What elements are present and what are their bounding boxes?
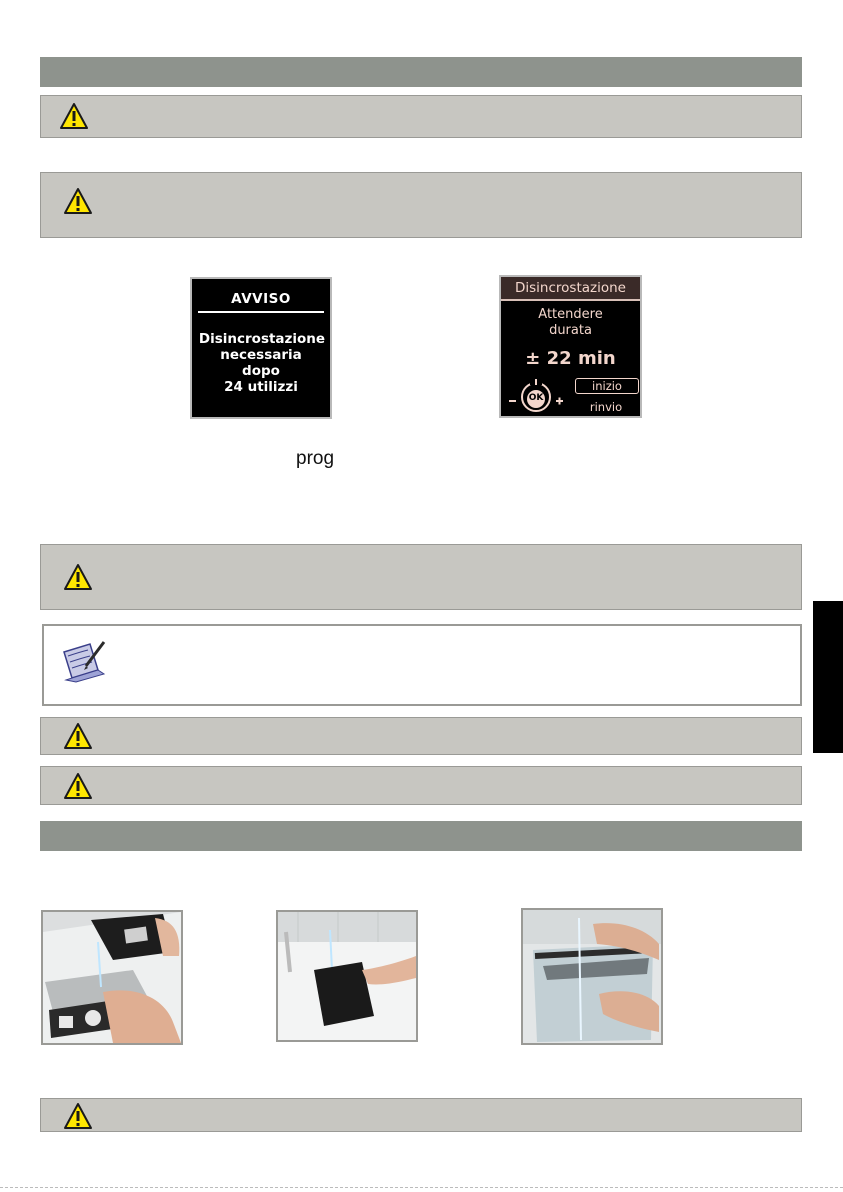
warning-box-6 bbox=[40, 1098, 802, 1132]
photo-rinsing-container bbox=[276, 910, 418, 1042]
warning-box-4 bbox=[40, 717, 802, 755]
language-side-tab bbox=[813, 601, 843, 753]
screen-duration-value: ± 22 min bbox=[525, 348, 616, 369]
screen-divider bbox=[198, 311, 324, 313]
page-trim-line bbox=[0, 1187, 843, 1188]
screen-line-duration-label: durata bbox=[549, 323, 592, 338]
photo-rinsing-drip-tray-image bbox=[43, 912, 181, 1043]
screen-message-line: necessaria bbox=[220, 347, 302, 363]
prog-button-label: prog bbox=[296, 448, 335, 469]
note-box bbox=[42, 624, 802, 706]
warning-icon bbox=[59, 102, 89, 130]
screen-message-line: 24 utilizzi bbox=[224, 379, 298, 395]
photo-rinsing-water-tank-image bbox=[523, 910, 661, 1043]
warning-box-3 bbox=[40, 544, 802, 610]
warning-box-2 bbox=[40, 172, 802, 238]
section-header-bar-2 bbox=[40, 821, 802, 851]
display-screen-avviso bbox=[190, 277, 332, 419]
photo-rinsing-drip-tray bbox=[41, 910, 183, 1045]
photo-rinsing-water-tank bbox=[521, 908, 663, 1045]
option-postpone: rinvio bbox=[589, 400, 623, 414]
screen-message-line: Disincrostazione bbox=[198, 331, 326, 347]
warning-icon bbox=[63, 563, 93, 591]
screen-message-line: dopo bbox=[242, 363, 280, 379]
section-header-bar-1 bbox=[40, 57, 802, 87]
note-icon bbox=[60, 640, 108, 684]
ok-label: OK bbox=[528, 393, 544, 403]
display-screen-descaling bbox=[499, 275, 642, 418]
warning-box-5 bbox=[40, 766, 802, 805]
warning-icon bbox=[63, 187, 93, 215]
screen-title: AVVISO bbox=[231, 291, 291, 307]
warning-icon bbox=[63, 772, 93, 800]
screen-title: Disincrostazione bbox=[515, 280, 626, 296]
screen-line-wait: Attendere bbox=[538, 307, 603, 322]
warning-icon bbox=[63, 722, 93, 750]
option-start: inizio bbox=[575, 378, 639, 394]
warning-icon bbox=[63, 1102, 93, 1130]
warning-box-1 bbox=[40, 95, 802, 138]
photo-rinsing-container-image bbox=[278, 912, 416, 1040]
